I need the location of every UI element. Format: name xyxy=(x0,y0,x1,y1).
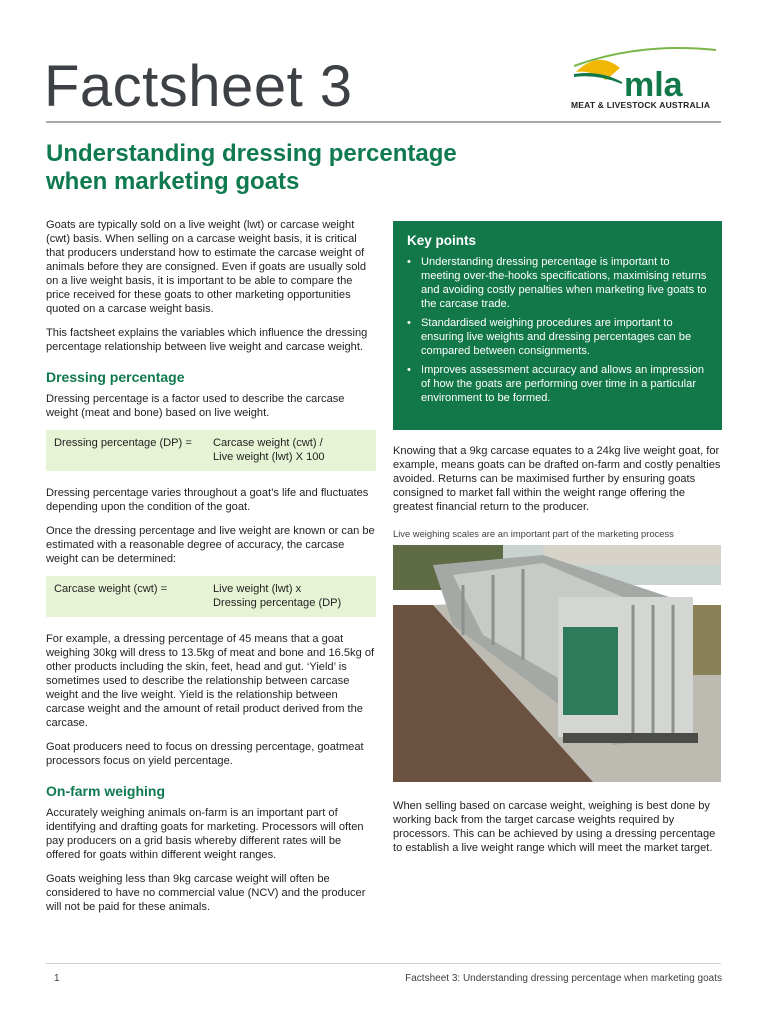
formula-2-value xyxy=(213,582,370,610)
key-point-item xyxy=(407,316,708,358)
logo-text: mla xyxy=(624,66,683,104)
main-heading-line2: when marketing goats xyxy=(46,168,300,195)
intro-paragraph-1: Goats are typically sold on a live weight (lwt) or carcase weight (cwt) basis. When selling on a carcase weight basis, it is critical that producers understand how to estimate the carcase weight of animals before they are consigned. Even if goats are usually sold on a live weight basis, it is important to be able to compare the price received for these goats to other marketing opportunities quoted on a carcase weight basis. xyxy=(46,219,367,315)
dressing-percentage-heading: Dressing percentage xyxy=(46,369,185,385)
footer-divider xyxy=(46,963,721,964)
bullet-icon: • xyxy=(407,256,411,268)
formula-1-value xyxy=(213,436,370,464)
formula-2-label: Carcase weight (cwt) = xyxy=(54,583,168,595)
formula-2-value-line1: Live weight (lwt) x xyxy=(213,583,302,595)
main-heading xyxy=(46,140,546,196)
photo-caption: Live weighing scales are an important part of the marketing process xyxy=(393,528,674,539)
dressing-percentage-formula-box xyxy=(46,430,376,471)
photo-platform xyxy=(563,733,698,743)
key-points-box xyxy=(393,221,722,430)
formula-1-label: Dressing percentage (DP) = xyxy=(54,437,192,449)
weighing-scales-photo xyxy=(393,545,721,782)
formula-2-value-line2: Dressing percentage (DP) xyxy=(213,597,342,609)
key-point-text: Improves assessment accuracy and allows an impression of how the goats are performing over time in a particular environment to be formed. xyxy=(421,364,705,404)
dressing-paragraph-4: For example, a dressing percentage of 45 means that a goat weighing 30kg will dress to 13.5kg of meat and bone and 16.5kg of other products including the skin, feet, head and gut. ‘Yield’ is sometimes used to describe the relationship between carcase weight and the live weight. Yield is the relationship between carcase weight and the amount of retail product derived from the carcase. xyxy=(46,633,375,729)
formula-1-value-line1: Carcase weight (cwt) / xyxy=(213,437,323,449)
logo-hill xyxy=(574,73,622,84)
on-farm-weighing-heading: On-farm weighing xyxy=(46,783,165,799)
dressing-paragraph-3: Once the dressing percentage and live weight are known or can be estimated with a reasonable degree of accuracy, the carcase weight can be determined: xyxy=(46,525,375,565)
key-point-text: Standardised weighing procedures are important to ensuring live weights and dressing percentages can be compared between consignments. xyxy=(421,317,692,357)
main-heading-line1: Understanding dressing percentage xyxy=(46,140,457,167)
formula-1-value-line2: Live weight (lwt) X 100 xyxy=(213,451,325,463)
bullet-icon: • xyxy=(407,364,411,376)
logo-tagline: MEAT & LIVESTOCK AUSTRALIA xyxy=(571,100,711,110)
key-points-title: Key points xyxy=(407,233,477,248)
key-points-list xyxy=(407,255,708,405)
page-number: 1 xyxy=(54,973,60,984)
footer-text: Factsheet 3: Understanding dressing percentage when marketing goats xyxy=(405,973,722,984)
dressing-paragraph-5: Goat producers need to focus on dressing percentage, goatmeat processors focus on yield percentage. xyxy=(46,741,364,767)
photo-shed xyxy=(543,545,721,565)
key-point-item xyxy=(407,255,708,311)
dressing-paragraph-2: Dressing percentage varies throughout a goat’s life and fluctuates depending upon the condition of the goat. xyxy=(46,487,369,513)
header-divider xyxy=(46,121,721,123)
right-column-paragraph-2: When selling based on carcase weight, weighing is best done by working back from the target carcase weights required by processors. This can be achieved by using a dressing percentage to establish a live weight range which will meet the market target. xyxy=(393,800,716,854)
dressing-paragraph-1: Dressing percentage is a factor used to describe the carcase weight (meat and bone) based on live weight. xyxy=(46,393,345,419)
key-point-text: Understanding dressing percentage is important to meeting over-the-hooks specifications, maximising returns and avoiding costly penalties when marketing live goats to the carcase trade. xyxy=(421,256,707,310)
on-farm-paragraph-1: Accurately weighing animals on-farm is an important part of identifying and drafting goats for marketing. Processors will often pay producers on a grid basis whereby different rates will be offered for goats within different weight ranges. xyxy=(46,807,364,861)
bullet-icon: • xyxy=(407,317,411,329)
intro-paragraph-2: This factsheet explains the variables which influence the dressing percentage relationship between live weight and carcase weight. xyxy=(46,327,368,353)
key-point-item xyxy=(407,363,708,405)
right-column-paragraph-1: Knowing that a 9kg carcase equates to a 24kg live weight goat, for example, means goats can be drafted on-farm and costly penalties avoided. Returns can be maximised further by ensuring goats consigned to market fall within the weight range offering the greatest financial return to the producer. xyxy=(393,445,721,513)
carcase-weight-formula-box xyxy=(46,576,376,617)
on-farm-paragraph-2: Goats weighing less than 9kg carcase weight will often be considered to have no commercial value (NCV) and the producer will not be paid for these animals. xyxy=(46,873,366,913)
photo-crate-green xyxy=(563,627,618,715)
left-column xyxy=(46,218,376,924)
factsheet-title: Factsheet 3 xyxy=(44,54,353,119)
